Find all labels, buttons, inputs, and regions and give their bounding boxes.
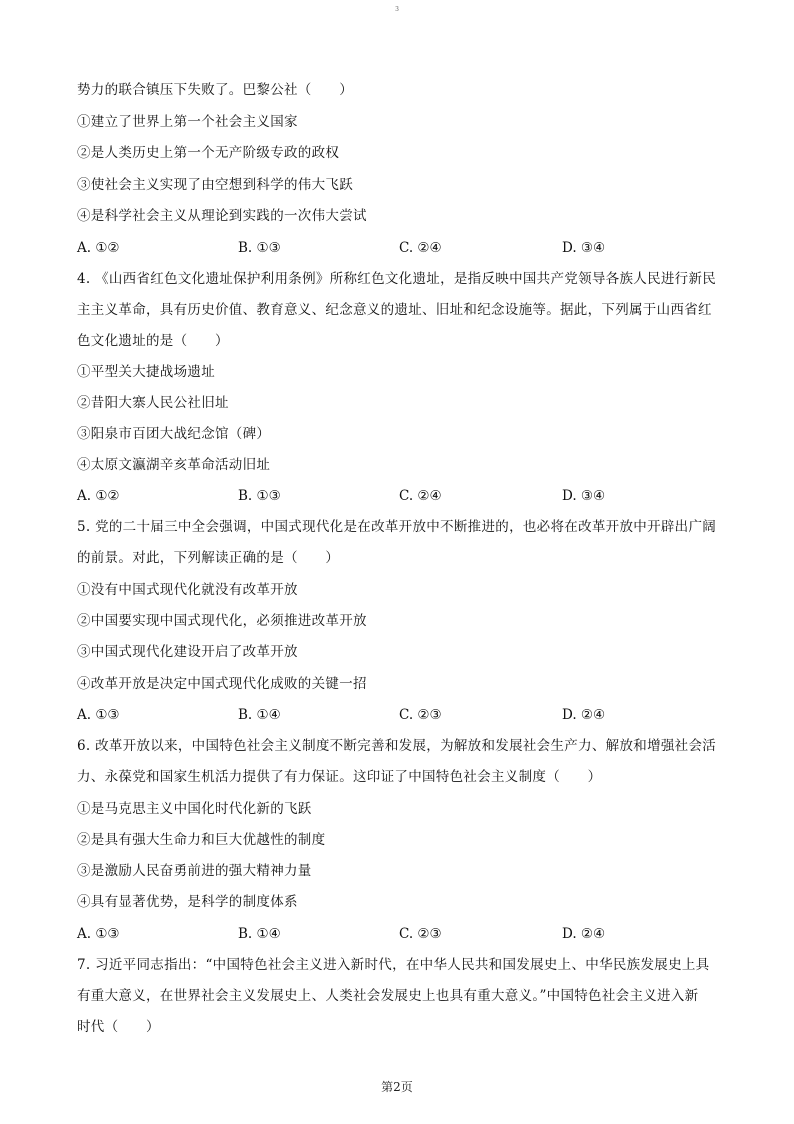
question-6-item-4: ④具有显著优势，是科学的制度体系: [77, 894, 298, 910]
question-3-item-1: ①建立了世界上第一个社会主义国家: [77, 114, 298, 130]
question-5-item-3: ③中国式现代化建设开启了改革开放: [77, 644, 298, 660]
question-4-options: [77, 487, 757, 505]
question-5-option-b: B. ①④: [238, 707, 281, 723]
question-6-option-d: D. ②④: [562, 926, 606, 942]
question-5-option-d: D. ②④: [562, 707, 606, 723]
question-4-item-1: ①平型关大捷战场遗址: [77, 364, 215, 380]
question-6-stem-line-1: 6. 改革开放以来，中国特色社会主义制度不断完善和发展，为解放和发展社会生产力、解放和增强社会活: [77, 738, 717, 754]
question-5-stem-line-1: 5. 党的二十届三中全会强调，中国式现代化是在改革开放中不断推进的，也必将在改革开放中开辟出广阔: [77, 519, 717, 535]
question-4-stem-line-3: 色文化遗址的是（ ）: [77, 333, 229, 349]
question-6-option-a: A. ①③: [77, 926, 120, 942]
question-6-options: [77, 925, 757, 943]
question-4-option-b: B. ①③: [238, 488, 281, 504]
question-3-item-4: ④是科学社会主义从理论到实践的一次伟大尝试: [77, 208, 367, 224]
question-6-item-2: ②是具有强大生命力和巨大优越性的制度: [77, 832, 326, 848]
question-6-option-c: C. ②③: [399, 926, 442, 942]
question-4-stem-line-2: 主主义革命，具有历史价值、教育意义、纪念意义的遗址、旧址和纪念设施等。据此，下列属于山西省红: [77, 302, 712, 318]
question-3-option-b: B. ①③: [238, 240, 281, 256]
page-top-mark: 3: [395, 6, 399, 13]
question-6-option-b: B. ①④: [238, 926, 281, 942]
question-3-option-d: D. ③④: [562, 240, 606, 256]
question-7-stem-line-2: 有重大意义，在世界社会主义发展史上、人类社会发展史上也具有重大意义。”中国特色社会主义进入新: [77, 988, 699, 1004]
question-5-options: [77, 706, 757, 724]
question-5-option-a: A. ①③: [77, 707, 120, 723]
question-4-item-2: ②昔阳大寨人民公社旧址: [77, 395, 229, 411]
question-3-options: [77, 239, 757, 257]
question-3-item-3: ③使社会主义实现了由空想到科学的伟大飞跃: [77, 177, 353, 193]
question-4-item-4: ④太原文瀛湖辛亥革命活动旧址: [77, 457, 271, 473]
question-5-item-4: ④改革开放是决定中国式现代化成败的关键一招: [77, 676, 367, 692]
question-6-stem-line-2: 力、永葆党和国家生机活力提供了有力保证。这印证了中国特色社会主义制度（ ）: [77, 769, 602, 785]
question-5-item-2: ②中国要实现中国式现代化，必须推进改革开放: [77, 613, 367, 629]
question-6-item-3: ③是激励人民奋勇前进的强大精神力量: [77, 863, 312, 879]
question-4-option-a: A. ①②: [77, 488, 120, 504]
question-4-item-3: ③阳泉市百团大战纪念馆（碑）: [77, 426, 271, 442]
question-4-option-d: D. ③④: [562, 488, 606, 504]
question-5-item-1: ①没有中国式现代化就没有改革开放: [77, 582, 298, 598]
question-5-stem-line-2: 的前景。对此，下列解读正确的是（ ）: [77, 550, 340, 566]
question-3-item-2: ②是人类历史上第一个无产阶级专政的政权: [77, 145, 340, 161]
page-number: 第2页: [381, 1080, 413, 1094]
question-7-stem-line-3: 时代（ ）: [77, 1019, 160, 1035]
question-5-option-c: C. ②③: [399, 707, 442, 723]
question-3-option-c: C. ②④: [399, 240, 442, 256]
question-4-option-c: C. ②④: [399, 488, 442, 504]
question-7-stem-line-1: 7. 习近平同志指出：“中国特色社会主义进入新时代，在中华人民共和国发展史上、中华民族发展史上具: [77, 957, 710, 973]
question-3-stem: 势力的联合镇压下失败了。巴黎公社（ ）: [77, 82, 353, 98]
question-6-item-1: ①是马克思主义中国化时代化新的飞跃: [77, 801, 312, 817]
question-4-stem-line-1: 4. 《山西省红色文化遗址保护利用条例》所称红色文化遗址，是指反映中国共产党领导各族人民进行新民: [77, 271, 717, 287]
question-3-option-a: A. ①②: [77, 240, 120, 256]
